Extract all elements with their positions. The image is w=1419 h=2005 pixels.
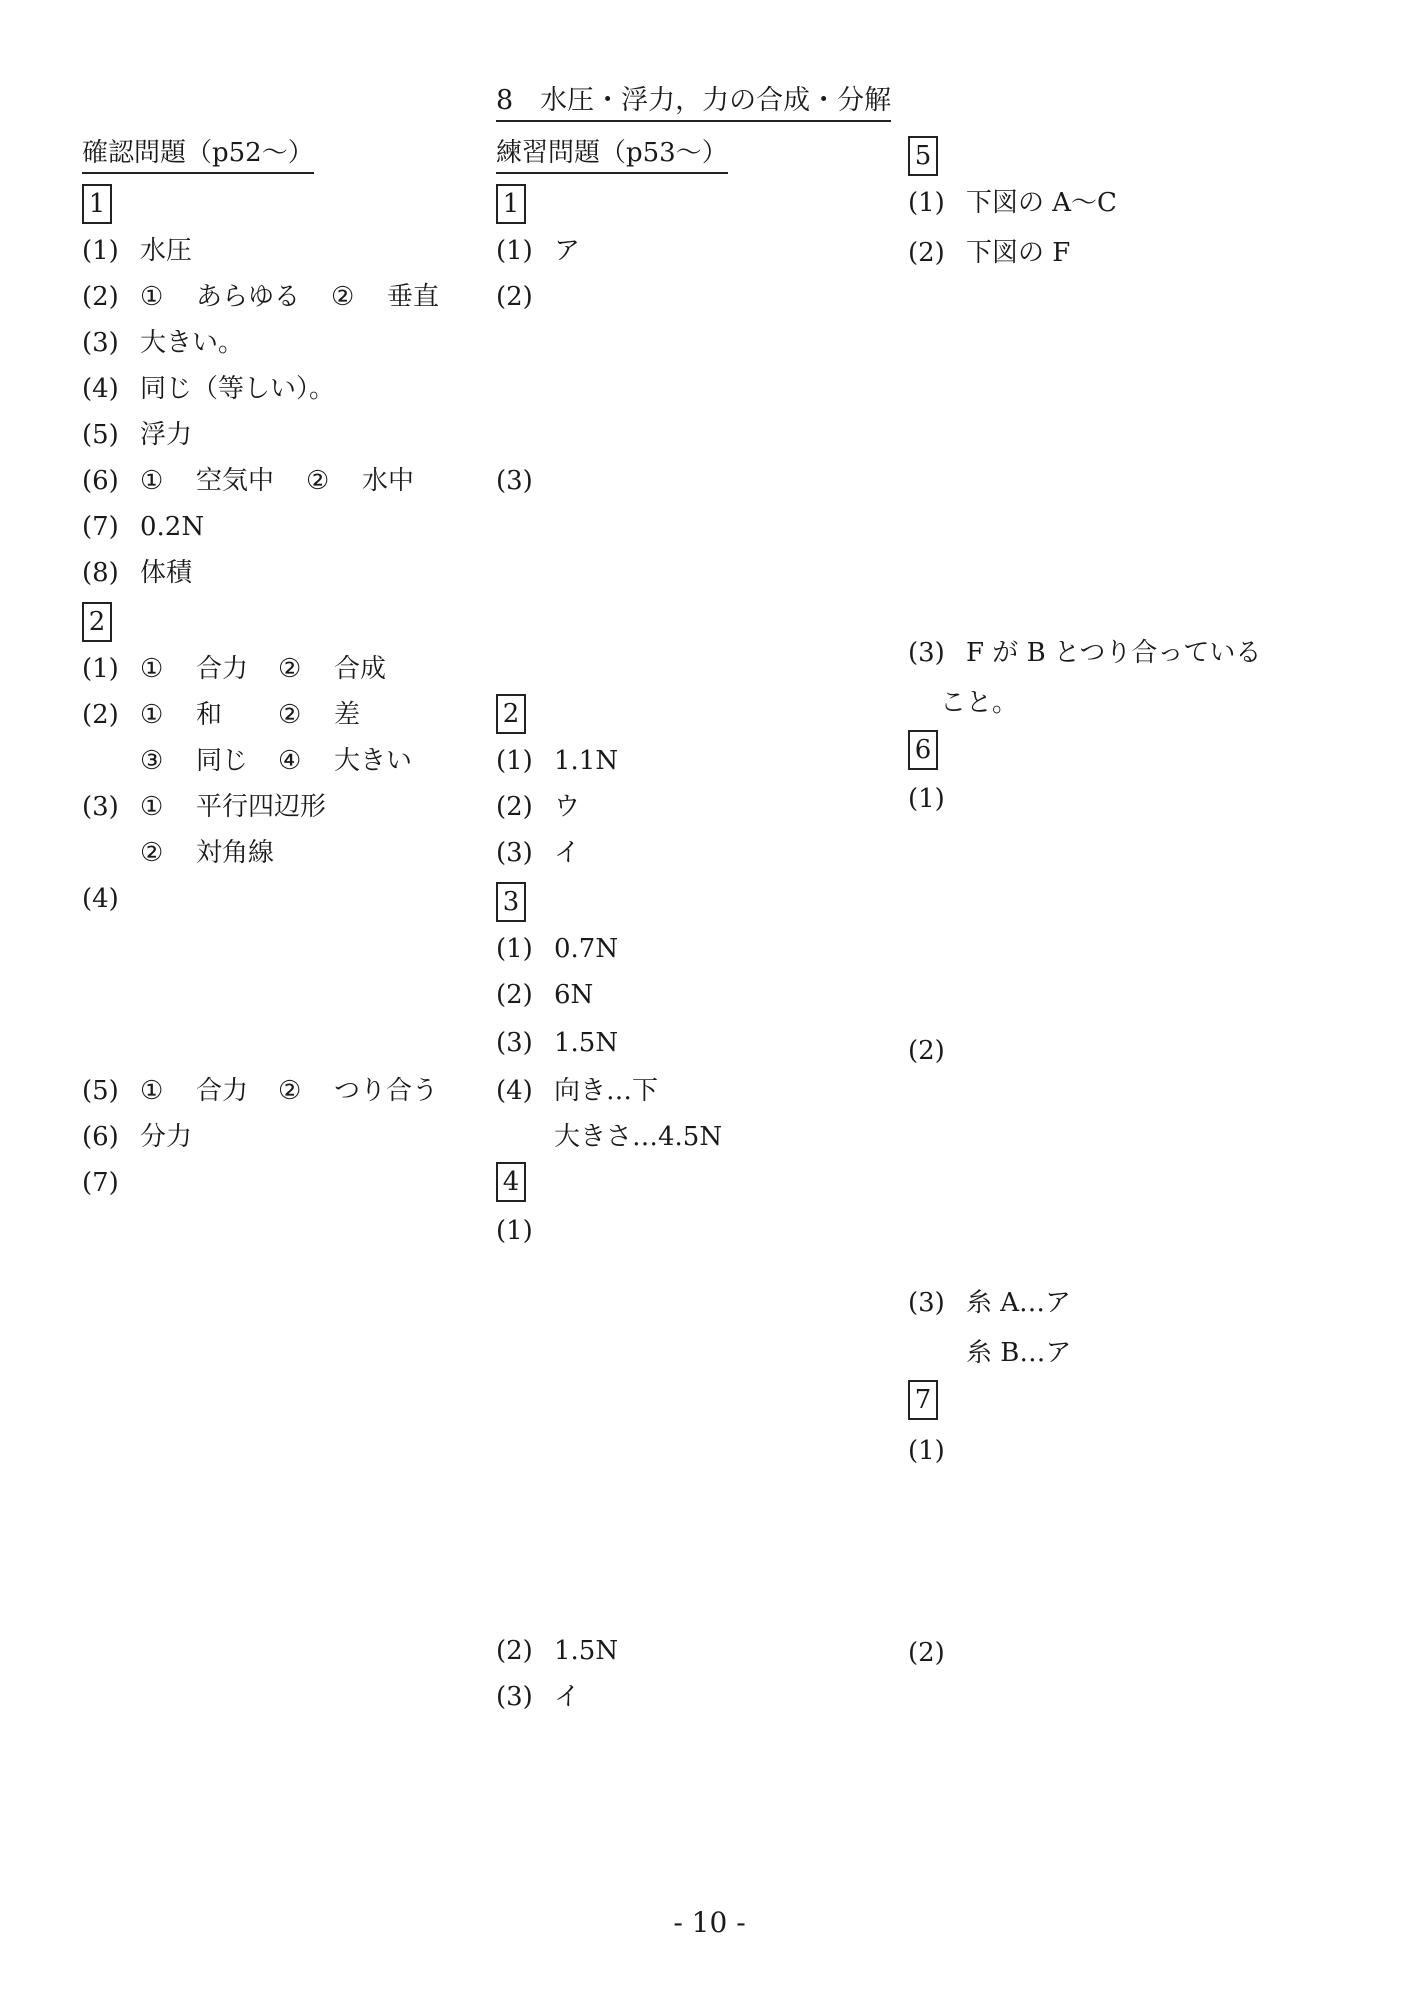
answer-row [82,418,192,452]
answer-text: 大きさ…4.5N [554,1122,723,1152]
answer-text: 差 [334,700,361,730]
question-number: (3) [82,792,119,822]
question-number: (1) [496,934,533,964]
answer-row [908,782,966,816]
answer-row [82,372,335,406]
answer-row [908,236,1070,270]
answer-row [496,234,580,268]
answer-row [908,1434,966,1468]
answer-text: イ [554,1682,581,1712]
answer-row [82,464,414,498]
question-number: (8) [82,558,119,588]
question-number: (3) [908,1288,945,1318]
answer-text: あらゆる [196,282,301,312]
question-number: (1) [82,236,119,266]
answer-row [82,1166,140,1200]
answer-text: 体積 [140,558,193,588]
answer-text: 水中 [362,466,415,496]
answer-text: 対角線 [196,838,275,868]
question-number: (2) [496,980,533,1010]
answer-text: 同じ（等しい）。 [140,374,336,404]
answer-text: 分力 [140,1122,193,1152]
question-number: (7) [82,512,119,542]
answer-row [496,932,618,966]
answer-row [496,1680,580,1714]
circled-number: ③ [140,746,164,776]
answer-row [82,556,192,590]
answer-text: 0.2N [140,512,205,542]
answer-text: 糸 A…ア [966,1288,1072,1318]
answer-text: こと。 [940,688,1019,718]
section-box-3: 3 [496,882,526,922]
question-number: (4) [82,884,119,914]
answer-row [940,686,1018,720]
answer-row [908,636,1261,670]
answer-text: 合成 [334,654,387,684]
answer-text: 合力 [196,1076,249,1106]
question-number: (2) [496,1636,533,1666]
question-number: (1) [496,236,533,266]
circled-number: ① [140,700,164,730]
answer-row [496,464,554,498]
page-number: - 10 - [673,1906,746,1939]
circled-number: ② [140,838,164,868]
question-number: (1) [496,746,533,776]
question-number: (1) [496,1216,533,1246]
answer-row [908,186,1117,220]
question-number: (3) [82,328,119,358]
answer-text: 水圧 [140,236,193,266]
circled-number: ② [331,282,355,312]
section-box-7: 7 [908,1380,938,1420]
answer-text: つり合う [334,1076,439,1106]
answer-row [82,510,204,544]
question-number: (3) [496,466,533,496]
section-box-2: 2 [82,602,112,642]
answer-row [496,1074,658,1108]
answer-row [496,836,580,870]
question-number: (5) [82,420,119,450]
answer-text: 下図の F [966,238,1071,268]
answer-row [82,652,386,686]
question-number: (7) [82,1168,119,1198]
circled-number: ① [140,1076,164,1106]
answer-text: 下図の A～C [966,188,1117,218]
answer-text: 向き…下 [554,1076,659,1106]
answer-text: F が B とつり合っている [966,638,1262,668]
answer-text: 合力 [196,654,249,684]
confirmation-heading: 確認問題（p52～） [82,136,314,174]
circled-number: ① [140,654,164,684]
question-number: (2) [82,700,119,730]
answer-text: 大きい。 [140,328,245,358]
question-number: (3) [496,1028,533,1058]
question-number: (1) [908,188,945,218]
question-number: (2) [908,1036,945,1066]
question-number: (2) [908,238,945,268]
section-box-2: 2 [496,694,526,734]
answer-text: 大きい [334,746,413,776]
answer-row [908,1636,966,1670]
section-box-1: 1 [82,184,112,224]
question-number: (2) [908,1638,945,1668]
circled-number: ④ [278,746,302,776]
answer-text: 0.7N [554,934,619,964]
circled-number: ② [278,654,302,684]
answer-text: 浮力 [140,420,193,450]
circled-number: ① [140,466,164,496]
answer-row [908,1286,1071,1320]
answer-text: ウ [554,792,581,822]
question-number: (1) [908,784,945,814]
answer-text: イ [554,838,581,868]
answer-row [82,790,326,824]
section-box-5: 5 [908,136,938,176]
circled-number: ② [278,1076,302,1106]
answer-row [82,698,360,732]
answer-row [496,1634,618,1668]
section-box-6: 6 [908,730,938,770]
question-number: (3) [908,638,945,668]
answer-row [82,1074,438,1108]
circled-number: ② [278,700,302,730]
answer-row [908,1034,966,1068]
answer-text: 1.5N [554,1028,619,1058]
question-number: (4) [496,1076,533,1106]
answer-row [82,1120,192,1154]
answer-text: 糸 B…ア [966,1338,1072,1368]
answer-row [966,1336,1071,1370]
section-box-1: 1 [496,184,526,224]
answer-row [554,1120,722,1154]
answer-row [82,326,244,360]
answer-row [496,744,618,778]
circled-number: ① [140,792,164,822]
answer-row [82,234,192,268]
question-number: (2) [82,282,119,312]
question-number: (6) [82,466,119,496]
answer-row [82,882,140,916]
answer-text: ア [554,236,581,266]
answer-text: 垂直 [387,282,440,312]
question-number: (2) [496,792,533,822]
section-box-4: 4 [496,1162,526,1202]
circled-number: ① [140,282,164,312]
circled-number: ② [306,466,330,496]
question-number: (5) [82,1076,119,1106]
question-number: (4) [82,374,119,404]
answer-row [496,1026,618,1060]
answer-text: 1.1N [554,746,619,776]
answer-text: 6N [554,980,594,1010]
question-number: (6) [82,1122,119,1152]
answer-text: 和 [196,700,223,730]
question-number: (1) [82,654,119,684]
question-number: (3) [496,1682,533,1712]
answer-text: 平行四辺形 [196,792,327,822]
answer-text: 同じ [196,746,249,776]
page-title: 8 水圧・浮力，力の合成・分解 [496,84,891,122]
answer-text: 空気中 [196,466,275,496]
answer-row [496,1214,554,1248]
answer-row [82,280,439,314]
question-number: (2) [496,282,533,312]
answer-row [496,790,580,824]
answer-row [496,978,593,1012]
answer-text: 1.5N [554,1636,619,1666]
question-number: (1) [908,1436,945,1466]
answer-row [140,744,412,778]
practice-heading: 練習問題（p53～） [496,136,728,174]
answer-row [496,280,554,314]
answer-row [140,836,274,870]
question-number: (3) [496,838,533,868]
